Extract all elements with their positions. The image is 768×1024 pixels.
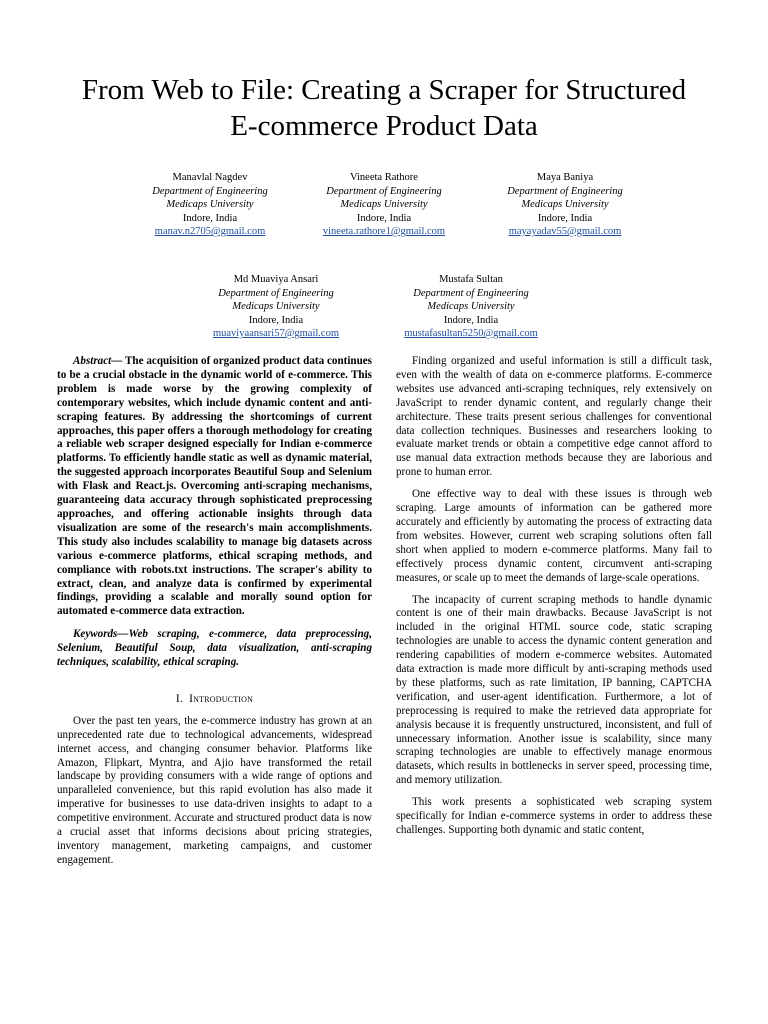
author-name: Vineeta Rathore xyxy=(350,172,418,183)
author-department: Department of Engineering xyxy=(152,185,268,197)
keywords xyxy=(57,628,372,670)
keywords-text: Web scraping, e-commerce, data preprocessing, Selenium, Beautiful Soup, data visualization, anti-scraping techniques, scalability, ethical scraping. xyxy=(57,628,372,669)
author-email-link[interactable]: muaviyaansari57@gmail.com xyxy=(212,328,339,339)
author-email-link[interactable]: vineeta.rathore1@gmail.com xyxy=(322,226,446,237)
right-column xyxy=(396,355,712,838)
author-location: Indore, India xyxy=(537,212,593,224)
author-university: Medicaps University xyxy=(166,199,254,210)
author-block-3 xyxy=(465,171,665,239)
abstract-label: Abstract— xyxy=(73,355,123,367)
section-heading xyxy=(57,693,372,707)
author-name: Mustafa Sultan xyxy=(439,274,503,285)
author-name: Md Muaviya Ansari xyxy=(233,274,319,285)
author-location: Indore, India xyxy=(248,314,304,326)
author-name: Manavlal Nagdev xyxy=(172,172,248,183)
left-column xyxy=(57,355,372,868)
author-name: Maya Baniya xyxy=(536,172,594,183)
author-department: Department of Engineering xyxy=(326,185,442,197)
author-department: Department of Engineering xyxy=(218,287,334,299)
right-paragraph-2: One effective way to deal with these issues is through web scraping. Large amounts of information can be gathered more accurately and efficiently by automating the process of extracting data from websites. However, current web scraping solutions often fall short when applied to modern e-commerce platforms. Many fail to effectively process dynamic content, circumvent anti-scraping measures, or scale up to meet the demands of large-scale operations. xyxy=(396,488,712,584)
author-location: Indore, India xyxy=(356,212,412,224)
right-paragraph-3: The incapacity of current scraping methods to handle dynamic content is one of their main drawbacks. Because JavaScript is not included in the original HTML source code, static scraping technologies are unable to access the dynamic content generation and rendering capabilities of modern e-commerce websites. Automated data extraction is made more difficult by anti-scraping methods used by these platforms, such as rate limitation, IP banning, CAPTCHA verification, and user-agent identification. Furthermore, a lot of preprocessing is required to make the retrieved data appropriate for analysis because it is frequently unstructured, inconsistent, and full of unnecessary information. Another issue is scalability, since many scraping technologies are unable to effectively manage enormous datasets, which results in bottlenecks in server speed, processing time, and memory utilization. xyxy=(396,593,712,787)
author-email-link[interactable]: mayayadav55@gmail.com xyxy=(508,226,622,237)
author-email-link[interactable]: manav.n2705@gmail.com xyxy=(154,226,266,237)
author-department: Department of Engineering xyxy=(507,185,623,197)
author-university: Medicaps University xyxy=(521,199,609,210)
author-university: Medicaps University xyxy=(340,199,428,210)
author-university: Medicaps University xyxy=(427,301,515,312)
intro-paragraph-1: Over the past ten years, the e-commerce industry has grown at an unprecedented rate due to technological advancements, widespread internet access, and changing consumer behavior. Platforms like Amazon, Flipkart, Myntra, and Ajio have transformed the retail landscape by providing consumers with a wide range of options and unparalleled convenience, but this rapid evolution has also made it imperative for businesses to use data-driven insights to adapt to a competitive environment. Accurate and structured product data is now a crucial asset that informs decisions about pricing strategies, inventory management, marketing campaigns, and customer engagement. xyxy=(57,714,372,866)
keywords-label: Keywords— xyxy=(73,628,129,641)
section-title: Introduction xyxy=(189,692,254,705)
title-line-1: From Web to File: Creating a Scraper for Structured xyxy=(81,74,687,106)
right-paragraph-1: Finding organized and useful information is still a difficult task, even with the wealth of data on e-commerce platforms. E-commerce websites use advanced anti-scraping techniques, rely extensively on JavaScript to render dynamic content, and regularly change their architecture. These traits present serious challenges for conventional data collection techniques. Businesses and researchers looking to evaluate market trends or obtain a competitive edge cannot afford to use manual data extraction methods because they are laborious and prone to human error. xyxy=(396,355,712,479)
author-department: Department of Engineering xyxy=(413,287,529,299)
right-paragraph-4: This work presents a sophisticated web scraping system specifically for Indian e-commerce systems in order to address these challenges. Supporting both dynamic and static content, xyxy=(396,796,712,836)
author-location: Indore, India xyxy=(443,314,499,326)
paper-title xyxy=(40,72,728,144)
author-block-1 xyxy=(110,171,310,239)
author-email-link[interactable]: mustafasultan5250@gmail.com xyxy=(404,328,538,339)
abstract xyxy=(57,355,372,619)
author-block-5 xyxy=(371,273,571,341)
title-line-2: E-commerce Product Data xyxy=(230,110,538,142)
abstract-text: The acquisition of organized product data continues to be a crucial obstacle in the dynamic world of e-commerce. This problem is made worse by the growing complexity of contemporary websites, which include dynamic content and anti-scraping features. By addressing the shortcomings of current approaches, this paper offers a thorough methodology for creating a reliable web scraper designed especially for Indian e-commerce platforms. To efficiently handle static as well as dynamic material, the suggested approach incorporates Beautiful Soup and Selenium with Flask and React.js. Overcoming anti-scraping mechanisms, guaranteeing data accuracy through sophisticated preprocessing approaches, and offering actionable insights through data visualization are some of the research's main accomplishments. This study also includes scalability to manage big datasets across various e-commerce platforms, ethical scraping methods, and compliance with robots.txt instructions. The scraper's ability to extract, clean, and analyze data is confirmed by experimental findings, providing a scalable and morally sound option for automated e-commerce data extraction. xyxy=(57,355,372,618)
author-location: Indore, India xyxy=(182,212,238,224)
section-number: I. xyxy=(175,692,183,705)
author-university: Medicaps University xyxy=(232,301,320,312)
author-block-2 xyxy=(284,171,484,239)
author-block-4 xyxy=(176,273,376,341)
